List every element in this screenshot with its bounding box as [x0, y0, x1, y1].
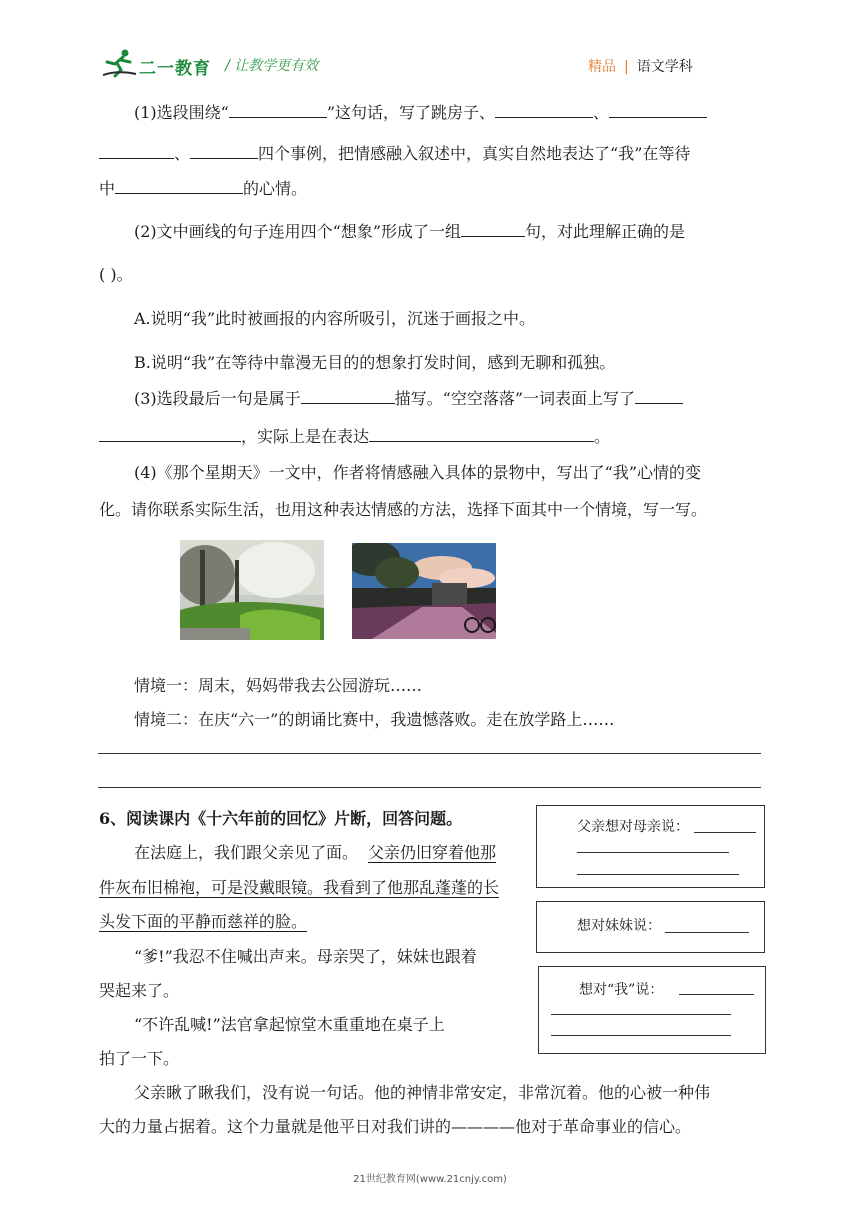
q6-p1-line2: 件灰布旧棉袍，可是没戴眼镜。我看到了他那乱蓬蓬的长 [99, 878, 500, 897]
answer-blank[interactable] [99, 141, 174, 159]
footer: 21世纪教育网(www.21cnjy.com) [353, 1174, 507, 1185]
q3-line2 [99, 424, 610, 447]
logo-text: 二一教育 [139, 59, 211, 79]
q1-line2 [99, 141, 690, 164]
q2-option-a: A.说明“我”此时被画报的内容所吸引，沉迷于画报之中。 [134, 309, 536, 328]
box-line [679, 994, 754, 995]
box-line [551, 1035, 731, 1036]
answer-blank[interactable] [461, 219, 525, 237]
q3-line1 [134, 386, 683, 409]
box-line [577, 874, 739, 875]
text: 在法庭上，我们跟父亲见了面。 [134, 843, 359, 862]
park-picture [180, 540, 324, 640]
answer-blank[interactable] [190, 141, 258, 159]
box-label: 想对“我”说： [579, 982, 664, 998]
answer-blank[interactable] [609, 100, 707, 118]
street-picture [352, 543, 496, 639]
box-label: 父亲想对母亲说： [577, 819, 689, 835]
text: 。 [594, 427, 611, 446]
answer-blank[interactable] [495, 100, 593, 118]
q6-title: 6、阅读课内《十六年前的回忆》片断，回答问题。 [99, 809, 463, 828]
q1-line1 [134, 100, 707, 123]
q2-option-b: B.说明“我”在等待中靠漫无目的的想象打发时间，感到无聊和孤独。 [134, 353, 616, 372]
header-right [588, 56, 693, 76]
text: 中 [99, 179, 116, 198]
answer-box-sister[interactable] [536, 901, 765, 953]
box-label: 想对妹妹说： [577, 918, 661, 934]
text: (1)选段围绕“ [134, 103, 229, 122]
box-line [577, 852, 729, 853]
answer-blank[interactable] [301, 386, 395, 404]
q2-line1 [134, 219, 685, 242]
text: 的心情。 [243, 179, 308, 198]
box-line [694, 832, 756, 833]
q6-p4-line1: 父亲瞅了瞅我们，没有说一句话。他的神情非常安定，非常沉着。他的心被一种伟 [134, 1083, 711, 1102]
q6-p2-line1: “爹!”我忍不住喊出声来。母亲哭了，妹妹也跟着 [134, 947, 477, 966]
text: 句，对此理解正确的是 [525, 222, 686, 241]
q6-p4-line2: 大的力量占据着。这个力量就是他平日对我们讲的————他对于革命事业的信心。 [99, 1117, 692, 1136]
runner-logo-icon [103, 48, 137, 78]
underlined-text: 父亲仍旧穿着他那 [368, 843, 497, 862]
scenario-1: 情境一：周末，妈妈带我去公园游玩…… [134, 676, 423, 695]
answer-blank[interactable] [369, 424, 594, 442]
answer-box-mother[interactable] [536, 805, 765, 888]
answer-blank[interactable] [99, 424, 241, 442]
q6-p1-line3: 头发下面的平静而慈祥的脸。 [99, 912, 308, 931]
scenario-2: 情境二：在庆“六一”的朗诵比赛中，我遗憾落败。走在放学路上…… [134, 710, 615, 729]
answer-blank[interactable] [115, 176, 243, 194]
text: ”这句话，写了跳房子、 [326, 103, 496, 122]
subject-label: 语文学科 [636, 59, 693, 75]
text: (2)文中画线的句子连用四个“想象”形成了一组 [134, 222, 462, 241]
q6-p3-line2: 拍了一下。 [99, 1049, 180, 1068]
q4-line2: 化。请你联系实际生活，也用这种表达情感的方法，选择下面其中一个情境，写一写。 [99, 500, 708, 519]
box-line [551, 1014, 731, 1015]
q6-p3-line1: “不许乱喊!”法官拿起惊堂木重重地在桌子上 [134, 1015, 445, 1034]
q4-line1: (4)《那个星期天》一文中，作者将情感融入具体的景物中，写出了“我”心情的变 [134, 463, 702, 482]
writing-line[interactable] [98, 753, 761, 754]
text: (3)选段最后一句是属于 [134, 389, 301, 408]
text: 四个事例，把情感融入叙述中，真实自然地表达了“我”在等待 [258, 144, 691, 163]
slogan: / 让教学更有效 [225, 58, 319, 74]
header-separator: | [624, 59, 629, 75]
answer-blank[interactable] [635, 386, 683, 404]
text: 描写。“空空落落”一词表面上写了 [394, 389, 636, 408]
answer-blank[interactable] [229, 100, 327, 118]
quality-label: 精品 [588, 59, 616, 75]
answer-box-me[interactable] [538, 966, 766, 1054]
q1-line3 [99, 176, 307, 199]
text: 、 [593, 103, 610, 122]
q2-choice-paren[interactable]: ( )。 [99, 265, 133, 284]
q6-p1-line1 [134, 840, 496, 863]
text: 、 [174, 144, 191, 163]
box-line [665, 932, 749, 933]
writing-line[interactable] [98, 787, 761, 788]
q6-p2-line2: 哭起来了。 [99, 981, 180, 1000]
text: ，实际上是在表达 [241, 427, 370, 446]
